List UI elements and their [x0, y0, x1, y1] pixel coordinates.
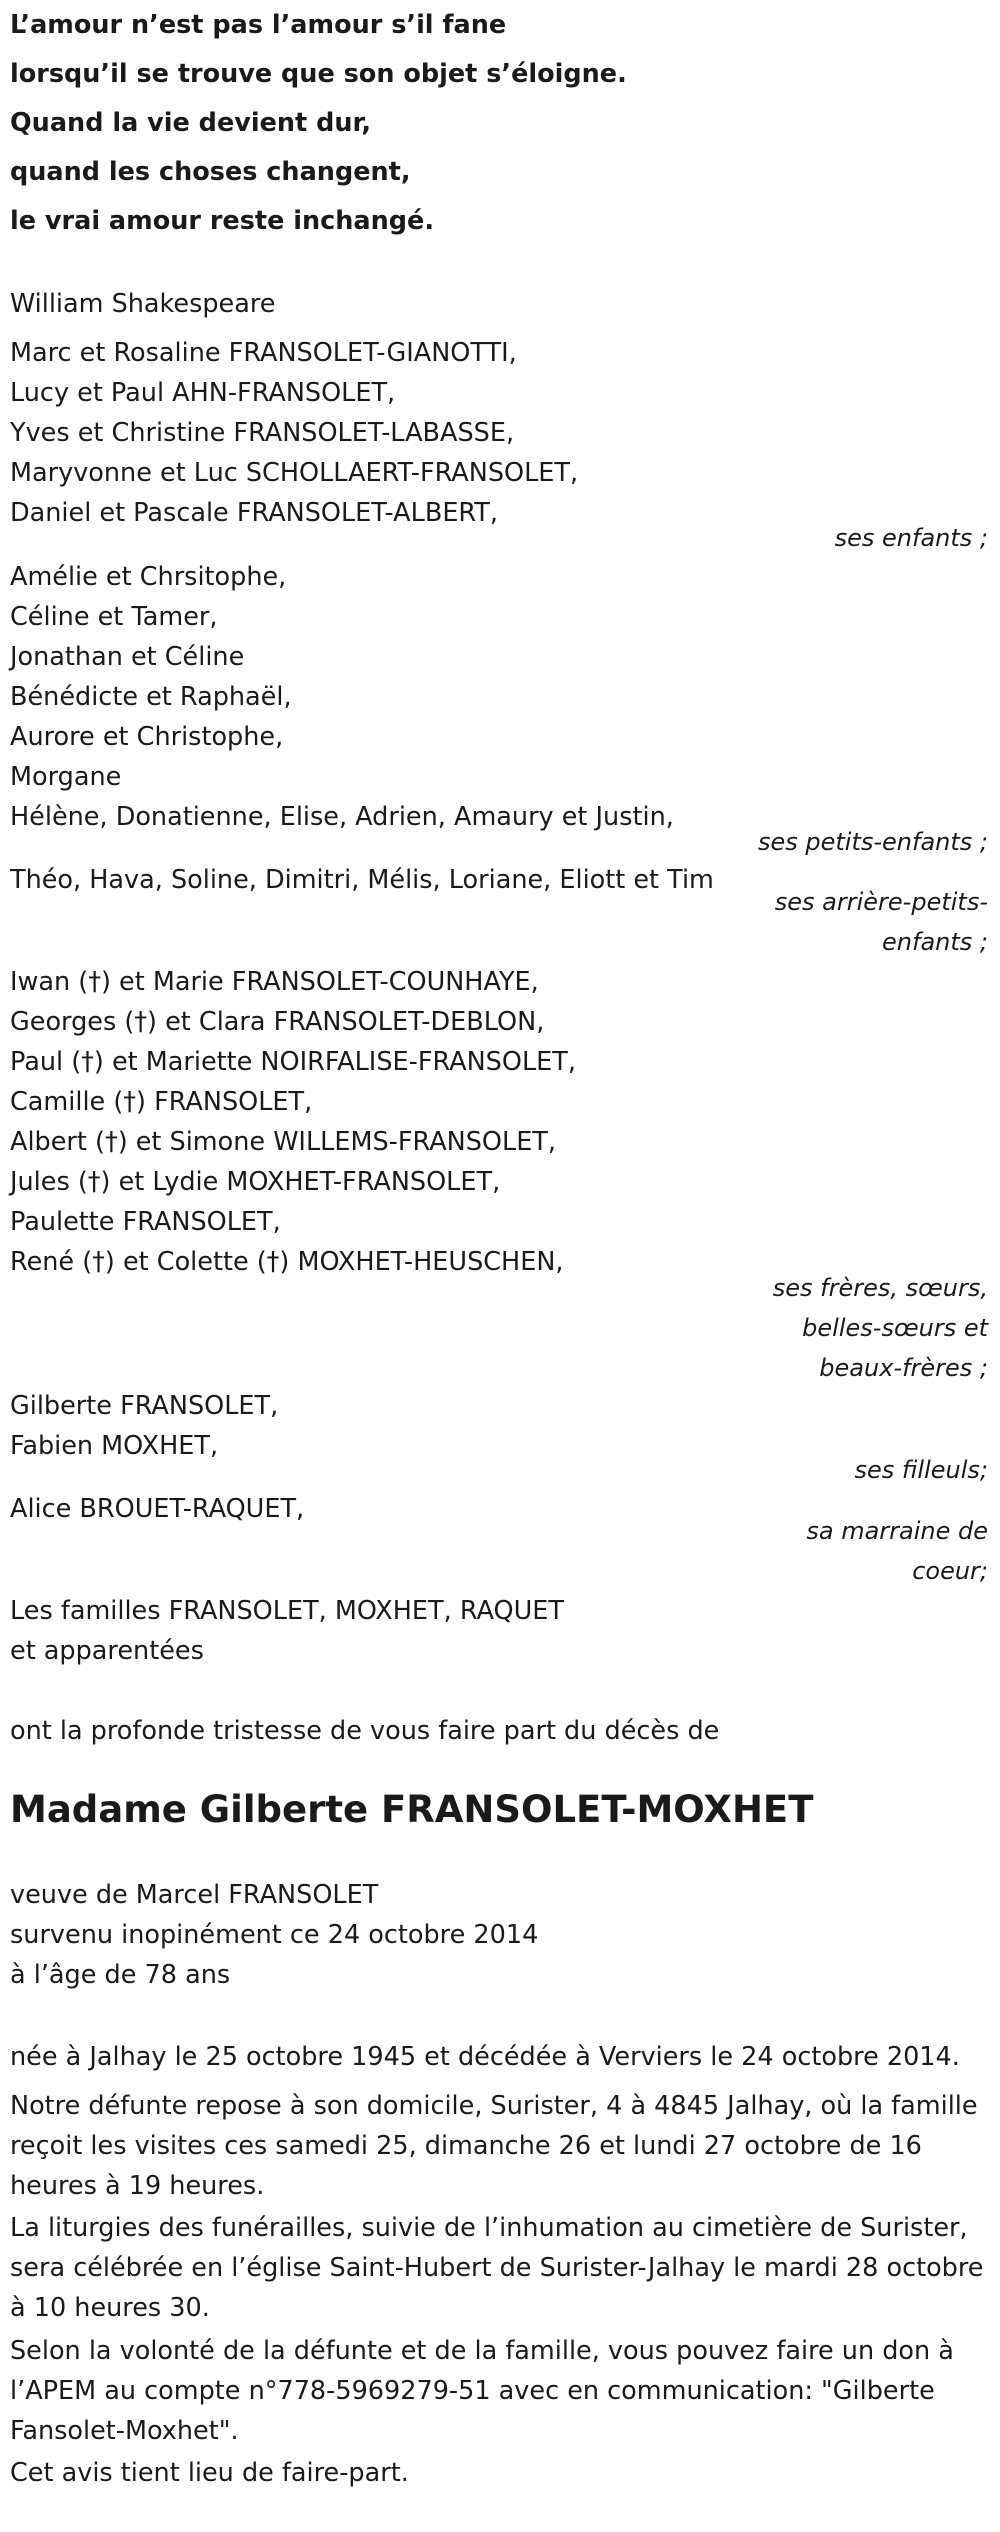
family-member: René (†) et Colette (†) MOXHET-HEUSCHEN, [10, 1247, 564, 1277]
family-member: Les familles FRANSOLET, MOXHET, RAQUET [10, 1596, 564, 1626]
relation-label: ses petits-enfants ; [757, 828, 988, 856]
detail-line: survenu inopinément ce 24 octobre 2014 [10, 1920, 539, 1950]
deceased-name: Madame Gilberte FRANSOLET-MOXHET [10, 1788, 814, 1831]
family-member: Gilberte FRANSOLET, [10, 1391, 279, 1421]
poem-line: le vrai amour reste inchangé. [10, 206, 435, 236]
family-member: Céline et Tamer, [10, 602, 218, 632]
family-member: Albert (†) et Simone WILLEMS-FRANSOLET, [10, 1127, 556, 1157]
family-member: Jonathan et Céline [10, 642, 245, 672]
poem-line: L’amour n’est pas l’amour s’il fane [10, 10, 507, 40]
family-member: Alice BROUET-RAQUET, [10, 1494, 305, 1524]
family-member: Bénédicte et Raphaël, [10, 682, 292, 712]
family-member: Amélie et Chrsitophe, [10, 562, 287, 592]
family-member: Camille (†) FRANSOLET, [10, 1087, 313, 1117]
family-member: Fabien MOXHET, [10, 1431, 219, 1461]
family-member: Morgane [10, 762, 122, 792]
family-member: Paul (†) et Mariette NOIRFALISE-FRANSOLET, [10, 1047, 576, 1077]
poem-line: Quand la vie devient dur, [10, 108, 372, 138]
family-member: Théo, Hava, Soline, Dimitri, Mélis, Loriane, Eliott et Tim [10, 865, 714, 895]
family-member: Yves et Christine FRANSOLET-LABASSE, [10, 418, 515, 448]
paragraph: Notre défunte repose à son domicile, Surister, 4 à 4845 Jalhay, où la famille reçoit les visites ces samedi 25, dimanche 26 et lundi 27 octobre de 16 heures à 19 heures. [10, 2091, 978, 2201]
poem-author: William Shakespeare [10, 289, 276, 319]
poem-line: lorsqu’il se trouve que son objet s’éloigne. [10, 59, 627, 89]
family-member: Jules (†) et Lydie MOXHET-FRANSOLET, [10, 1167, 501, 1197]
relation-label: sa marraine de coeur; [806, 1517, 988, 1585]
family-member: Hélène, Donatienne, Elise, Adrien, Amaury et Justin, [10, 802, 674, 832]
relation-label: ses enfants ; [834, 524, 988, 552]
relation-label: ses arrière-petits-enfants ; [774, 888, 988, 956]
detail-line: veuve de Marcel FRANSOLET [10, 1880, 379, 1910]
paragraph: Selon la volonté de la défunte et de la famille, vous pouvez faire un don à l’APEM au compte n°778-5969279-51 avec en communication: "Gilberte Fansolet-Moxhet". [10, 2336, 954, 2446]
family-member: Georges (†) et Clara FRANSOLET-DEBLON, [10, 1007, 545, 1037]
family-member: Lucy et Paul AHN-FRANSOLET, [10, 378, 396, 408]
paragraph: La liturgies des funérailles, suivie de l’inhumation au cimetière de Surister, sera célébrée en l’église Saint-Hubert de Surister-Jalhay le mardi 28 octobre à 10 heures 30. [10, 2213, 984, 2323]
family-member: Marc et Rosaline FRANSOLET-GIANOTTI, [10, 338, 517, 368]
family-member: Maryvonne et Luc SCHOLLAERT-FRANSOLET, [10, 458, 579, 488]
family-member: Daniel et Pascale FRANSOLET-ALBERT, [10, 498, 498, 528]
announcement-text: ont la profonde tristesse de vous faire part du décès de [10, 1716, 720, 1746]
family-member: Aurore et Christophe, [10, 722, 284, 752]
paragraph: née à Jalhay le 25 octobre 1945 et décédée à Verviers le 24 octobre 2014. [10, 2042, 960, 2072]
detail-line: à l’âge de 78 ans [10, 1960, 231, 1990]
relation-label: ses filleuls; [854, 1456, 988, 1484]
family-member: et apparentées [10, 1636, 204, 1666]
relation-label: ses frères, sœurs, belles-sœurs et beaux-frères ; [772, 1274, 988, 1382]
family-member: Paulette FRANSOLET, [10, 1207, 281, 1237]
family-member: Iwan (†) et Marie FRANSOLET-COUNHAYE, [10, 967, 539, 997]
poem-line: quand les choses changent, [10, 157, 411, 187]
paragraph: Cet avis tient lieu de faire-part. [10, 2458, 409, 2488]
